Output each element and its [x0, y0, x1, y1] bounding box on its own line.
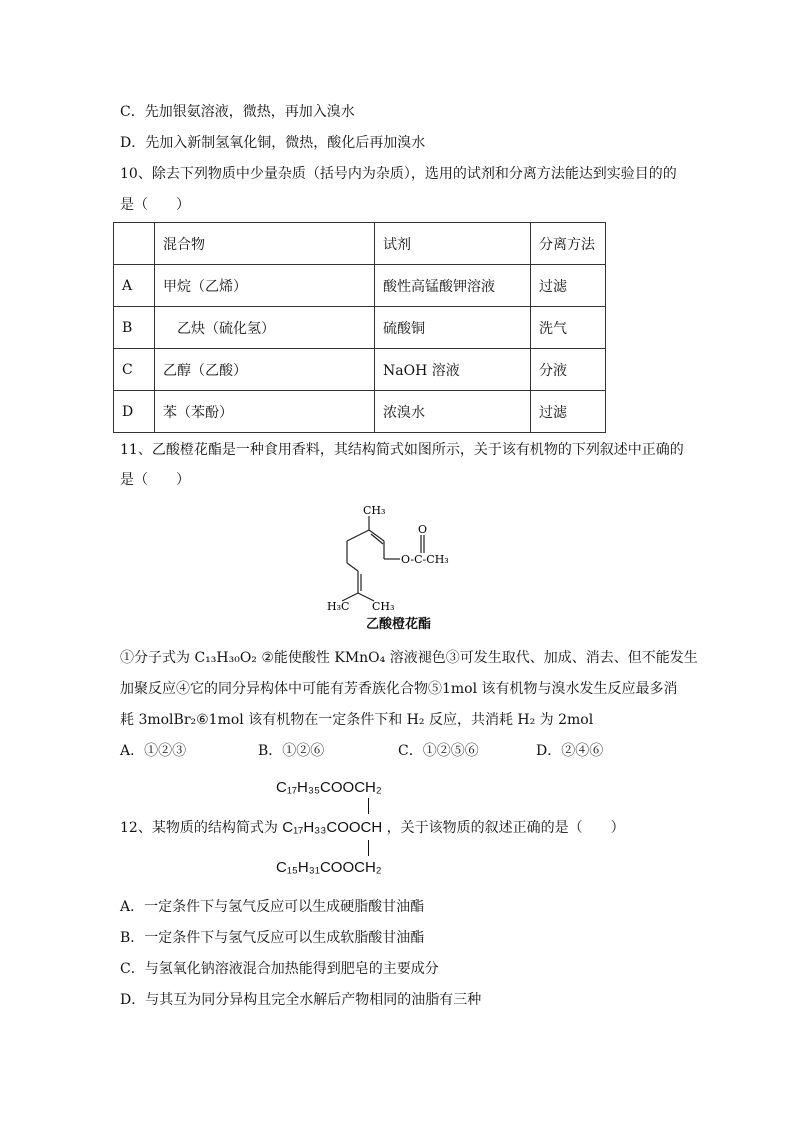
fat-formula-top: C₁₇H₃₅COOCH₂: [276, 779, 382, 796]
q10-stem-line2: 是（ ）: [120, 197, 190, 213]
q12-option-a: A．一定条件下与氢气反应可以生成硬脂酸甘油酯: [120, 899, 425, 915]
table-cell: 过滤: [531, 265, 606, 307]
table-cell: 浓溴水: [375, 391, 531, 433]
table-cell: 甲烷（乙烯）: [155, 265, 375, 307]
table-cell: 乙醇（乙酸）: [155, 349, 375, 391]
h3c-label: H₃C: [327, 600, 350, 613]
q9-option-c: C．先加银氨溶液，微热，再加入溴水: [120, 104, 355, 120]
ester-label: O-C-CH₃: [401, 553, 449, 566]
table-cell: NaOH 溶液: [375, 349, 531, 391]
q11-stem-line1: 11、乙酸橙花酯是一种食用香料，其结构简式如图所示，关于该有机物的下列叙述中正确的: [120, 442, 684, 458]
q12-stem: [120, 818, 625, 838]
q11-stem-line2: 是（ ）: [120, 472, 190, 488]
table-header-cell: 试剂: [375, 223, 531, 265]
fat-formula-mid: C₁₇H₃₃COOCH: [282, 819, 383, 836]
q11-options: [120, 741, 603, 761]
table-cell: D: [114, 391, 155, 433]
table-row: [114, 307, 606, 349]
fat-formula-bottom: C₁₅H₃₁COOCH₂: [276, 859, 382, 876]
table-cell: 酸性高锰酸钾溶液: [375, 265, 531, 307]
q11-statement-line3: 耗 3molBr₂⑥1mol 该有机物在一定条件下和 H₂ 反应，共消耗 H₂ 为 2mol: [120, 712, 594, 728]
q11-option-c: C．①②⑤⑥: [398, 743, 479, 759]
q11-option-a: A．①②③: [120, 743, 187, 759]
fat-bond-lower: [368, 840, 369, 856]
fat-bond-upper: [368, 798, 369, 814]
q12-option-c: C．与氢氧化钠溶液混合加热能得到肥皂的主要成分: [120, 961, 439, 977]
q12-stem-prefix: 12、某物质的结构简式为: [120, 820, 278, 836]
q12-option-b: B．一定条件下与氢气反应可以生成软脂酸甘油酯: [120, 930, 425, 946]
q9-option-d: D．先加入新制氢氧化铜，微热，酸化后再加溴水: [120, 135, 426, 151]
q12-stem-suffix: ，关于该物质的叙述正确的是（ ）: [386, 820, 625, 836]
table-cell: 过滤: [531, 391, 606, 433]
q11-statement-line2: 加聚反应④它的同分异构体中可能有芳香族化合物⑤1mol 该有机物与溴水发生反应最多消: [120, 681, 678, 697]
neryl-acetate-structure: [322, 500, 472, 615]
q11-option-d: D．②④⑥: [536, 743, 604, 759]
carbonyl-o-label: O: [418, 523, 428, 536]
structure-caption: 乙酸橙花酯: [366, 617, 432, 632]
table-cell: 分液: [531, 349, 606, 391]
table-header-row: [114, 223, 606, 265]
q11-statement-line1: ①分子式为 C₁₃H₃₀O₂ ②能使酸性 KMnO₄ 溶液褪色③可发生取代、加成、消去、但不能发生: [120, 650, 698, 666]
q12-option-d: D．与其互为同分异构且完全水解后产物相同的油脂有三种: [120, 992, 482, 1008]
table-row: [114, 391, 606, 433]
table-cell: A: [114, 265, 155, 307]
table-header-cell: 分离方法: [531, 223, 606, 265]
table-header-cell: [114, 223, 155, 265]
table-cell: 乙炔（硫化氢）: [155, 307, 375, 349]
table-cell: 苯（苯酚）: [155, 391, 375, 433]
table-cell: C: [114, 349, 155, 391]
table-cell: 硫酸铜: [375, 307, 531, 349]
ch3-top-label: CH₃: [363, 504, 386, 517]
table-header-cell: 混合物: [155, 223, 375, 265]
q10-table: [113, 222, 606, 433]
table-row: [114, 349, 606, 391]
ch3-bottom-label: CH₃: [372, 600, 395, 613]
table-cell: B: [114, 307, 155, 349]
q10-stem-line1: 10、除去下列物质中少量杂质（括号内为杂质），选用的试剂和分离方法能达到实验目的的: [120, 166, 677, 182]
q11-option-b: B．①②⑥: [258, 743, 325, 759]
table-row: [114, 265, 606, 307]
table-cell: 洗气: [531, 307, 606, 349]
